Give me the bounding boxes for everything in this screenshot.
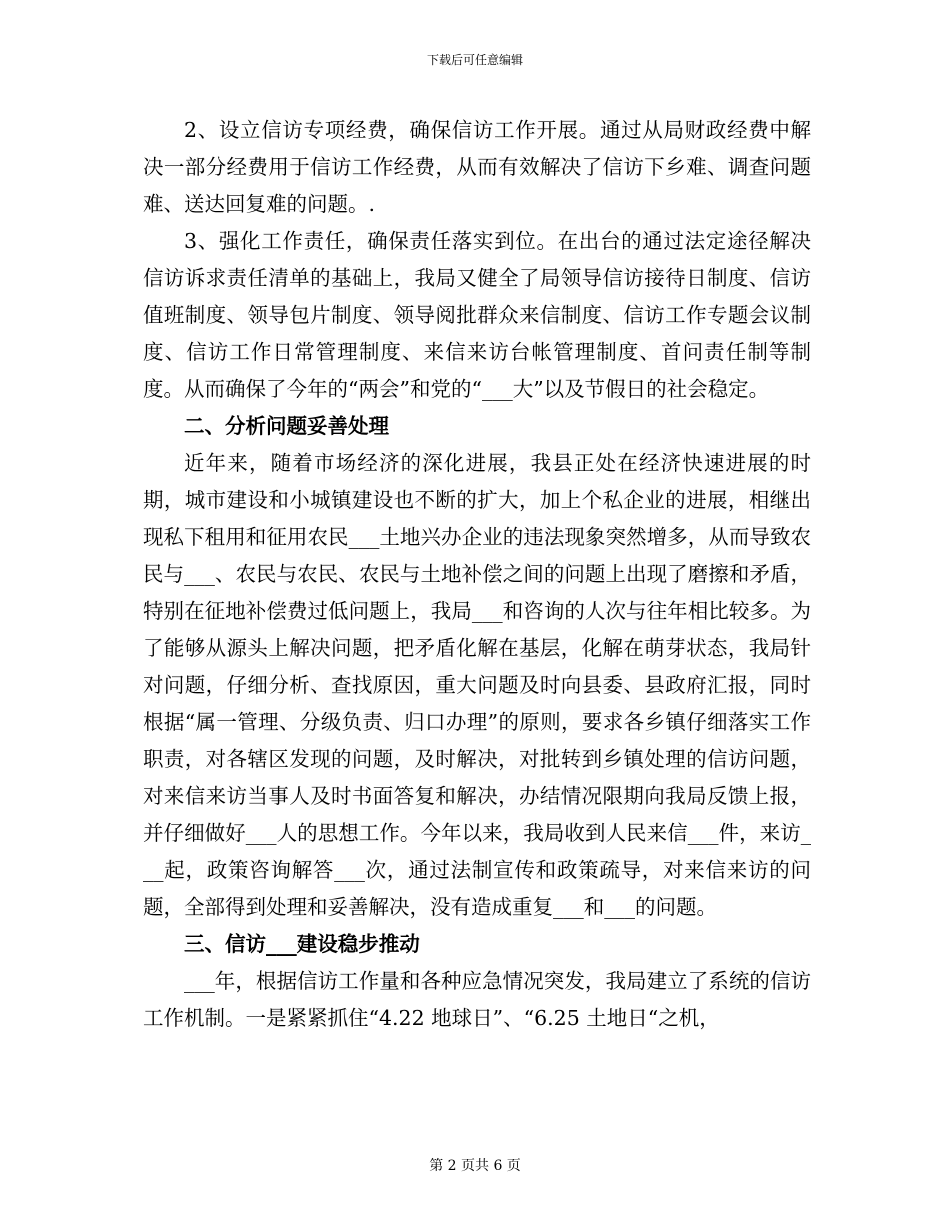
- section-heading-3: 三、信访___建设稳步推动: [184, 932, 420, 956]
- paragraph-analysis: 近年来，随着市场经济的深化进展，我县正处在经济快速进展的时期，城市建设和小城镇建设也不断的扩大，加上个私企业的进展，相继出现私下租用和征用农民___土地兴办企业的违法现象突然增多，从而导致农民与___、农民与农民、农民与土地补偿之间的问题上出现了磨擦和矛盾，特别在征地补偿费过低问题上，我局___和咨询的人次与往年相比较多。为了能够从源头上解决问题，把矛盾化解在基层，化解在萌芽状态，我局针对问题，仔细分析、查找原因，重大问题及时向县委、县政府汇报，同时根据“属一管理、分级负责、归口办理”的原则，要求各乡镇仔细落实工作职责，对各辖区发现的问题，及时解决，对批转到乡镇处理的信访问题，对来信来访当事人及时书面答复和解决，办结情况限期向我局反馈上报，并仔细做好___人的思想工作。今年以来，我局收到人民来信___件，来访___起，政策咨询解答___次，通过法制宣传和政策疏导，对来信来访的问题，全部得到处理和妥善解决，没有造成重复___和___的问题。: [143, 451, 811, 919]
- page-header: 下载后可任意编辑: [426, 53, 523, 67]
- page-footer: 第 2 页共 6 页: [429, 1158, 521, 1174]
- section-heading-2: 二、分析问题妥善处理: [184, 414, 389, 438]
- document-body: [143, 112, 811, 1037]
- paragraph-responsibility: 3、强化工作责任，确保责任落实到位。在出台的通过法定途径解决信访诉求责任清单的基础上，我局又健全了局领导信访接待日制度、信访值班制度、领导包片制度、领导阅批群众来信制度、信访工作专题会议制度、信访工作日常管理制度、来信来访台帐管理制度、首问责任制等制度。从而确保了今年的“两会”和党的“___大”以及节假日的社会稳定。: [143, 229, 811, 401]
- paragraph-special-funds: 2、设立信访专项经费，确保信访工作开展。通过从局财政经费中解决一部分经费用于信访工作经费，从而有效解决了信访下乡难、调查问题难、送达回复难的问题。.: [143, 118, 811, 216]
- paragraph-mechanism: ___年，根据信访工作量和各种应急情况突发，我局建立了系统的信访工作机制。一是紧紧抓住“4.22 地球日”、“6.25 土地日“之机，: [143, 969, 811, 1030]
